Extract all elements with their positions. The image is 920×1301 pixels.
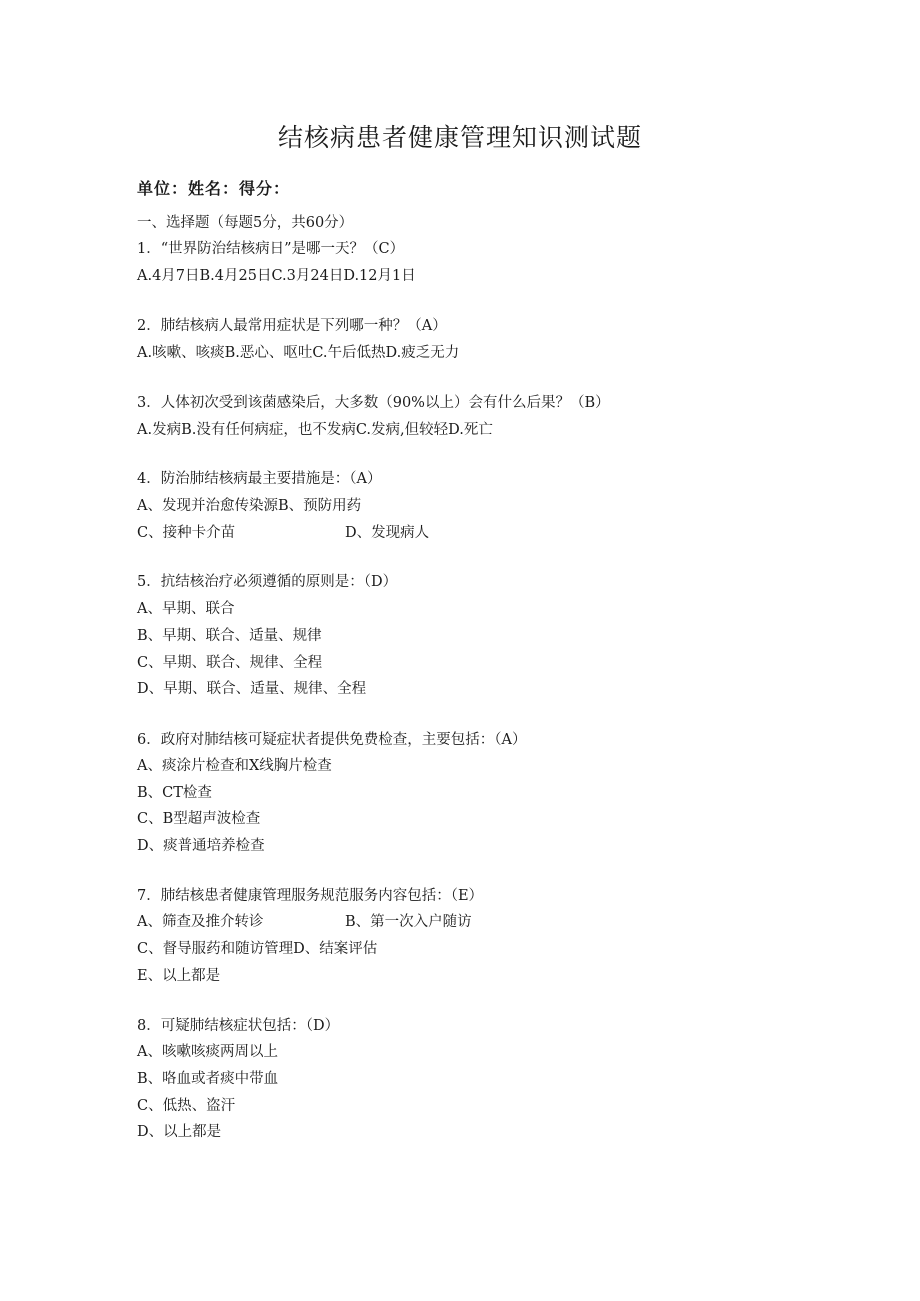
question-5-option-b: B、早期、联合、适量、规律 — [137, 628, 322, 644]
question-7-option-e: E、以上都是 — [137, 968, 221, 984]
question-5-option-a: A、早期、联合 — [137, 601, 235, 617]
question-8-option-b: B、咯血或者痰中带血 — [137, 1071, 279, 1087]
question-7-option-a: A、筛查及推介转诊 — [137, 914, 264, 930]
question-4-option-ab: A、发现并治愈传染源B、预防用药 — [137, 498, 362, 514]
question-7-option-cd: C、督导服药和随访管理D、结案评估 — [137, 941, 378, 957]
question-8-option-d: D、以上都是 — [137, 1124, 222, 1140]
question-6-stem: 6．政府对肺结核可疑症状者提供免费检查，主要包括：（A） — [137, 732, 527, 748]
question-3-stem: 3．人体初次受到该菌感染后，大多数（90%以上）会有什么后果？（B） — [137, 395, 610, 411]
question-5-option-c: C、早期、联合、规律、全程 — [137, 655, 323, 671]
question-3-options: A.发病B.没有任何病症，也不发病C.发病,但较轻D.死亡 — [137, 422, 493, 438]
question-6-option-c: C、B型超声波检查 — [137, 811, 261, 827]
question-6-option-d: D、痰普通培养检查 — [137, 838, 265, 854]
question-1-options: A.4月7日B.4月25日C.3月24日D.12月1日 — [137, 268, 416, 284]
question-4-option-c: C、接种卡介苗 — [137, 525, 236, 541]
info-header: 单位：姓名：得分： — [137, 179, 291, 198]
question-7-option-b: B、第一次入户随访 — [345, 914, 472, 930]
question-2-options: A.咳嗽、咳痰B.恶心、呕吐C.午后低热D.疲乏无力 — [137, 345, 460, 361]
question-5-stem: 5．抗结核治疗必须遵循的原则是：（D） — [137, 574, 398, 590]
question-6-option-b: B、CT检查 — [137, 785, 212, 801]
question-8-option-c: C、低热、盗汗 — [137, 1098, 236, 1114]
question-6-option-a: A、痰涂片检查和X线胸片检查 — [137, 758, 332, 774]
question-8-option-a: A、咳嗽咳痰两周以上 — [137, 1044, 278, 1060]
question-7-stem: 7．肺结核患者健康管理服务规范服务内容包括：（E） — [137, 888, 484, 904]
section-heading: 一、选择题（每题5分，共60分） — [137, 215, 354, 231]
question-4-option-d: D、发现病人 — [345, 525, 430, 541]
question-2-stem: 2．肺结核病人最常用症状是下列哪一种？（A） — [137, 318, 447, 334]
question-1-stem: 1．“世界防治结核病日”是哪一天？（C） — [137, 241, 405, 257]
question-4-stem: 4．防治肺结核病最主要措施是：（A） — [137, 471, 382, 487]
question-5-option-d: D、早期、联合、适量、规律、全程 — [137, 681, 367, 697]
page-title: 结核病患者健康管理知识测试题 — [277, 123, 642, 152]
question-8-stem: 8．可疑肺结核症状包括：（D） — [137, 1018, 340, 1034]
